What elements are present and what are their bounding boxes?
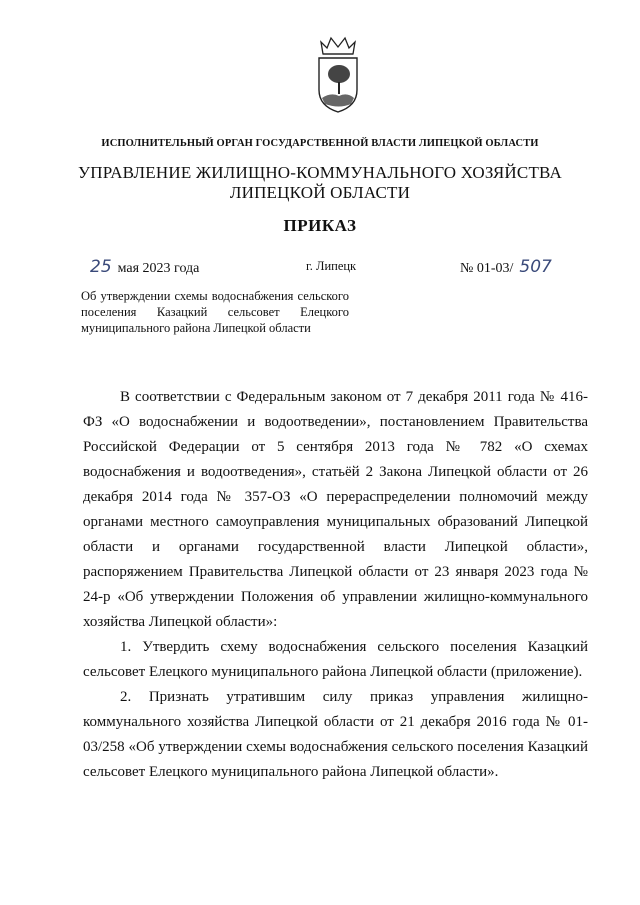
item-2-paragraph: 2. Признать утратившим силу приказ управления жилищно-коммунального хозяйства Липецкой области от 21 декабря 2016 года № 01-03/258 «Об утверждении схемы водоснабжения сельского поселения Казацкий сельсовет Елецкого муниципального района Липецкой области».	[83, 689, 588, 780]
document-type-title: ПРИКАЗ	[283, 216, 357, 235]
preamble-paragraph: В соответствии с Федеральным законом от 7 декабря 2011 года № 416-ФЗ «О водоснабжении и водоотведении», постановлением Правительства Российской Федерации от 5 сентября 2013 года № 782 «О схемах водоснабжения и водоотведения», статьёй 2 Закона Липецкой области от 26 декабря 2014 года № 357-ОЗ «О перераспределении полномочий между органами местного самоуправления муниципальных образований Липецкой области и органами государственной власти Липецкой области», распоряжением Правительства Липецкой области от 23 января 2023 года № 24-р «Об утверждении Положения об управлении жилищно-коммунального хозяйства Липецкой области»:	[83, 389, 588, 630]
date-month-year: мая 2023 года	[117, 261, 200, 276]
coat-of-arms-icon	[311, 34, 365, 114]
order-city: г. Липецк	[306, 259, 357, 273]
handwritten-number: 507	[519, 257, 552, 277]
item-1-paragraph: 1. Утвердить схему водоснабжения сельского поселения Казацкий сельсовет Елецкого муниципального района Липецкой области (приложение).	[83, 639, 588, 680]
order-date	[90, 257, 199, 277]
order-number	[460, 257, 552, 277]
handwritten-day: 25	[90, 257, 112, 277]
order-number-prefix: № 01-03/	[460, 261, 514, 276]
order-body	[83, 385, 588, 785]
department-name-line2: ЛИПЕЦКОЙ ОБЛАСТИ	[229, 183, 411, 202]
order-subject: Об утверждении схемы водоснабжения сельского поселения Казацкий сельсовет Елецкого муниципального района Липецкой области	[81, 289, 349, 335]
department-name	[0, 163, 640, 203]
issuing-authority: ИСПОЛНИТЕЛЬНЫЙ ОРГАН ГОСУДАРСТВЕННОЙ ВЛАСТИ ЛИПЕЦКОЙ ОБЛАСТИ	[101, 138, 539, 149]
department-name-line1: УПРАВЛЕНИЕ ЖИЛИЩНО-КОММУНАЛЬНОГО ХОЗЯЙСТВА	[78, 163, 562, 182]
